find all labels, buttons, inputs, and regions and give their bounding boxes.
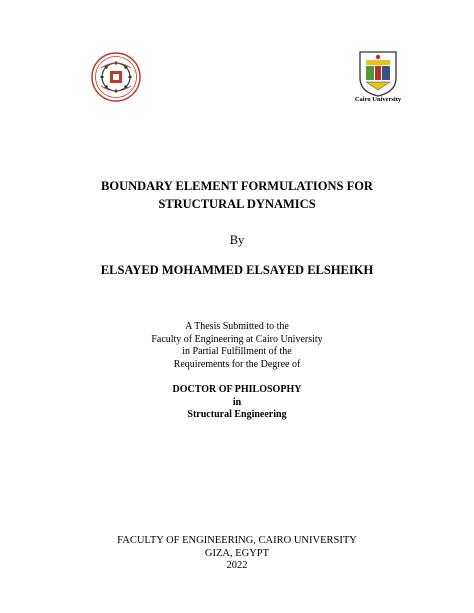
footer-institution: FACULTY OF ENGINEERING, CAIRO UNIVERSITY	[117, 535, 357, 546]
footer-location: GIZA, EGYPT	[204, 547, 270, 559]
by-label: By	[229, 233, 245, 247]
thesis-statement-line-3: in Partial Fulfillment of the	[182, 346, 292, 357]
footer-year: 2022	[226, 560, 248, 571]
institution-footer	[0, 535, 474, 573]
thesis-title-line-1: BOUNDARY ELEMENT FORMULATIONS FOR	[101, 179, 373, 193]
thesis-statement-line-1: A Thesis Submitted to the	[185, 321, 289, 332]
cairo-university-caption: Cairo University	[354, 96, 402, 103]
thesis-statement	[0, 321, 474, 371]
thesis-title	[0, 177, 474, 213]
degree-block	[0, 384, 474, 422]
author-name: ELSAYED MOHAMMED ELSAYED ELSHEIKH	[100, 263, 374, 277]
thesis-statement-line-4: Requirements for the Degree of	[173, 358, 301, 370]
thesis-title-line-2: STRUCTURAL DYNAMICS	[158, 197, 316, 211]
faculty-seal-icon	[91, 52, 141, 102]
degree-name: DOCTOR OF PHILOSOPHY	[172, 384, 302, 395]
degree-field: Structural Engineering	[187, 409, 287, 420]
thesis-statement-line-2: Faculty of Engineering at Cairo University	[151, 333, 323, 345]
degree-in: in	[232, 396, 242, 408]
